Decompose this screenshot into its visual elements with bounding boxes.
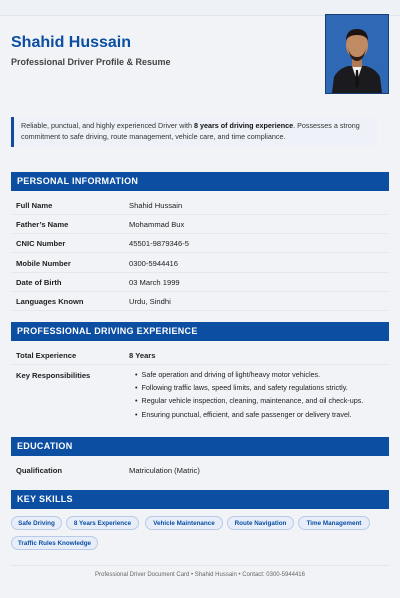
section-driving-experience: PROFESSIONAL DRIVING EXPERIENCE	[11, 322, 389, 341]
info-row-languages	[11, 292, 389, 311]
row-value: 0300-5944416	[129, 259, 178, 268]
profile-summary	[11, 117, 377, 147]
profile-photo	[325, 14, 389, 94]
info-row-total-experience	[11, 346, 389, 365]
list-item: • Ensuring punctual, efficient, and safe passenger or delivery travel.	[135, 408, 363, 421]
footer-divider	[11, 565, 389, 566]
row-label: Full Name	[16, 201, 53, 210]
list-item: • Safe operation and driving of light/heavy motor vehicles.	[135, 368, 363, 381]
row-value: Mohammad Bux	[129, 220, 185, 229]
section-key-skills: KEY SKILLS	[11, 490, 389, 509]
row-value: 03 March 1999	[129, 278, 180, 287]
row-value: 8 Years	[129, 351, 156, 360]
skill-tag: Traffic Rules Knowledge	[11, 536, 98, 550]
row-value: Matriculation (Matric)	[129, 466, 200, 475]
responsibilities-label: Key Responsibilities	[16, 371, 91, 380]
info-row-cnic	[11, 234, 389, 253]
skill-tag: Vehicle Maintenance	[145, 516, 223, 530]
person-portrait-icon	[326, 15, 388, 93]
row-label: Qualification	[16, 466, 62, 475]
skill-tag: Safe Driving	[11, 516, 62, 530]
info-row-dob	[11, 273, 389, 292]
row-label: Mobile Number	[16, 259, 71, 268]
section-personal-information: PERSONAL INFORMATION	[11, 172, 389, 191]
info-row-full-name	[11, 196, 389, 215]
row-value: Urdu, Sindhi	[129, 297, 171, 306]
row-label: Father’s Name	[16, 220, 69, 229]
document-footer: Professional Driver Document Card • Shahid Hussain • Contact: 0300-5944416	[95, 572, 305, 578]
list-item: • Following traffic laws, speed limits, and safety regulations strictly.	[135, 381, 363, 394]
skill-tag: 8 Years Experience	[66, 516, 139, 530]
candidate-name: Shahid Hussain	[11, 34, 132, 51]
row-label: Total Experience	[16, 351, 77, 360]
info-row-mobile	[11, 254, 389, 273]
row-label: CNIC Number	[16, 239, 66, 248]
responsibilities-block	[11, 366, 389, 423]
list-item: • Regular vehicle inspection, cleaning, maintenance, and oil check-ups.	[135, 394, 363, 407]
skill-tag: Route Navigation	[227, 516, 294, 530]
info-row-father-name	[11, 215, 389, 234]
document-subtitle: Professional Driver Profile & Resume	[11, 57, 171, 67]
row-label: Languages Known	[16, 297, 84, 306]
row-label: Date of Birth	[16, 278, 62, 287]
section-education: EDUCATION	[11, 437, 389, 456]
row-value: 45501-9879346-5	[129, 239, 189, 248]
summary-highlight: 8 years of driving experience	[194, 121, 294, 130]
summary-text-start: Reliable, punctual, and highly experienced Driver with	[21, 121, 194, 130]
responsibilities-list	[135, 368, 363, 421]
info-row-qualification	[11, 461, 389, 480]
row-value: Shahid Hussain	[129, 201, 183, 210]
summary-text-end: . Possesses a strong commitment to safe driving, route management, vehicle care, and time compliance.	[21, 121, 360, 141]
skill-tag: Time Management	[298, 516, 370, 530]
